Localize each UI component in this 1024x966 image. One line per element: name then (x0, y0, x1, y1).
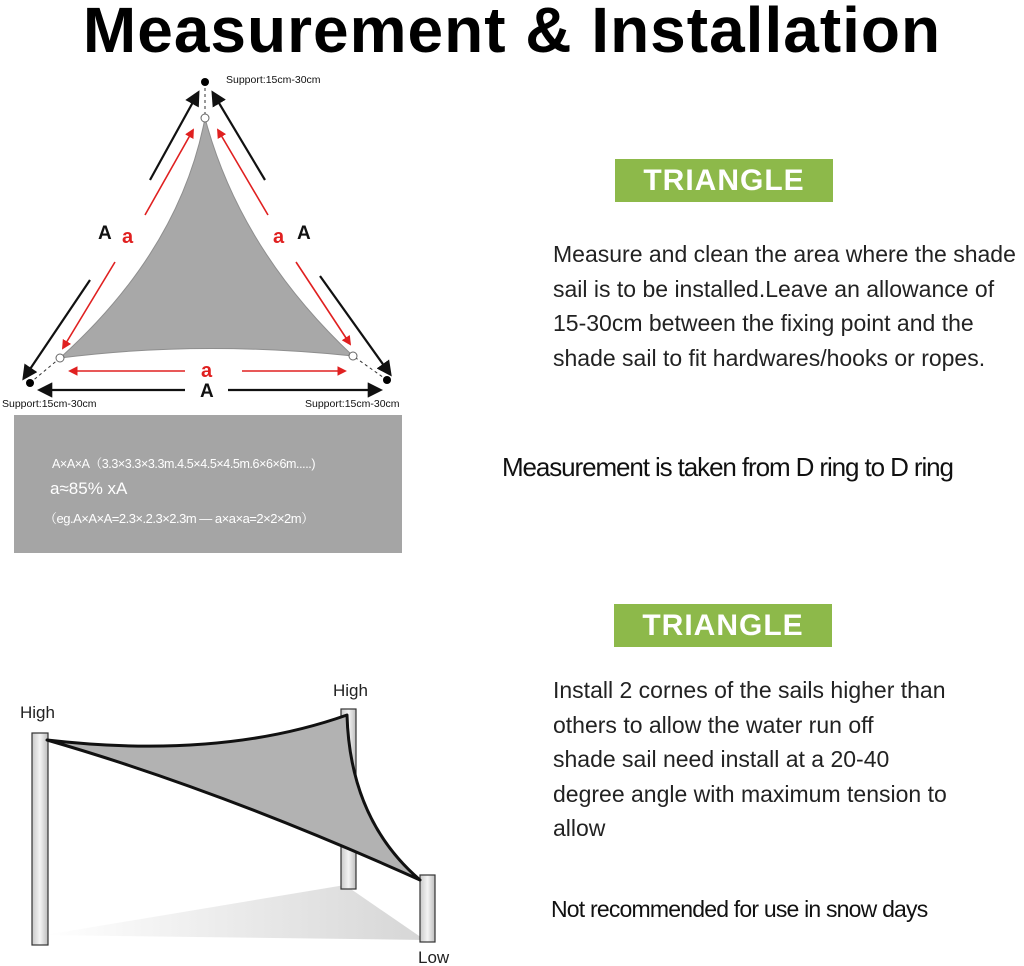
install-line-4: degree angle with maximum tension to (553, 780, 947, 807)
pole-right (420, 875, 435, 942)
label-high-middle: High (333, 681, 368, 700)
triangle-badge-measure: TRIANGLE (615, 159, 833, 202)
install-line-5: allow (553, 815, 606, 841)
measurement-note: Measurement is taken from D ring to D ring (502, 452, 953, 482)
label-A-left: A (98, 223, 112, 244)
triangle-badge-install: TRIANGLE (614, 604, 832, 647)
measure-instructions: Measure and clean the area where the shade sail is to be installed.Leave an allowance of 15-30cm between the fixing point and the shade sail to fit hardwares/hooks or ropes. (553, 241, 1016, 371)
snow-warning-note: Not recommended for use in snow days (551, 896, 928, 922)
installed-sail-shape (47, 715, 420, 880)
installation-diagram (20, 681, 450, 966)
arrow-A-left-lower (24, 280, 90, 378)
label-high-left: High (20, 703, 55, 722)
fixing-point-top (201, 78, 209, 86)
fixing-point-right (383, 376, 391, 384)
page-title: Measurement & Installation (82, 0, 942, 66)
install-instructions (553, 673, 1023, 846)
label-A-bottom: A (200, 381, 214, 402)
install-line-1: Install 2 cornes of the sails higher than (553, 677, 946, 703)
label-a-bottom: a (201, 360, 213, 382)
arrow-A-left-upper (150, 93, 198, 180)
formula-line-3: （eg.A×A×A=2.3×.2.3×2.3m — a×a×a=2×2×2m） (44, 511, 314, 526)
label-a-left: a (122, 226, 134, 248)
label-a-right: a (273, 226, 285, 248)
label-low-right: Low (418, 948, 450, 966)
pole-left (32, 733, 48, 945)
install-line-2: others to allow the water run off (553, 711, 874, 738)
support-label-right: Support:15cm-30cm (305, 398, 400, 410)
fixing-point-left (26, 379, 34, 387)
formula-line-1: A×A×A（3.3×3.3×3.3m.4.5×4.5×4.5m.6×6×6m.....) (52, 457, 316, 471)
install-line-3: shade sail need install at a 20-40 (553, 746, 890, 772)
formula-line-2: a≈85% xA (50, 479, 128, 498)
triangle-measure-diagram (2, 74, 400, 410)
ground-shadow (45, 885, 425, 940)
formula-box (14, 415, 402, 553)
label-A-right: A (297, 223, 311, 244)
support-label-left: Support:15cm-30cm (2, 398, 97, 410)
support-label-top: Support:15cm-30cm (226, 74, 321, 86)
